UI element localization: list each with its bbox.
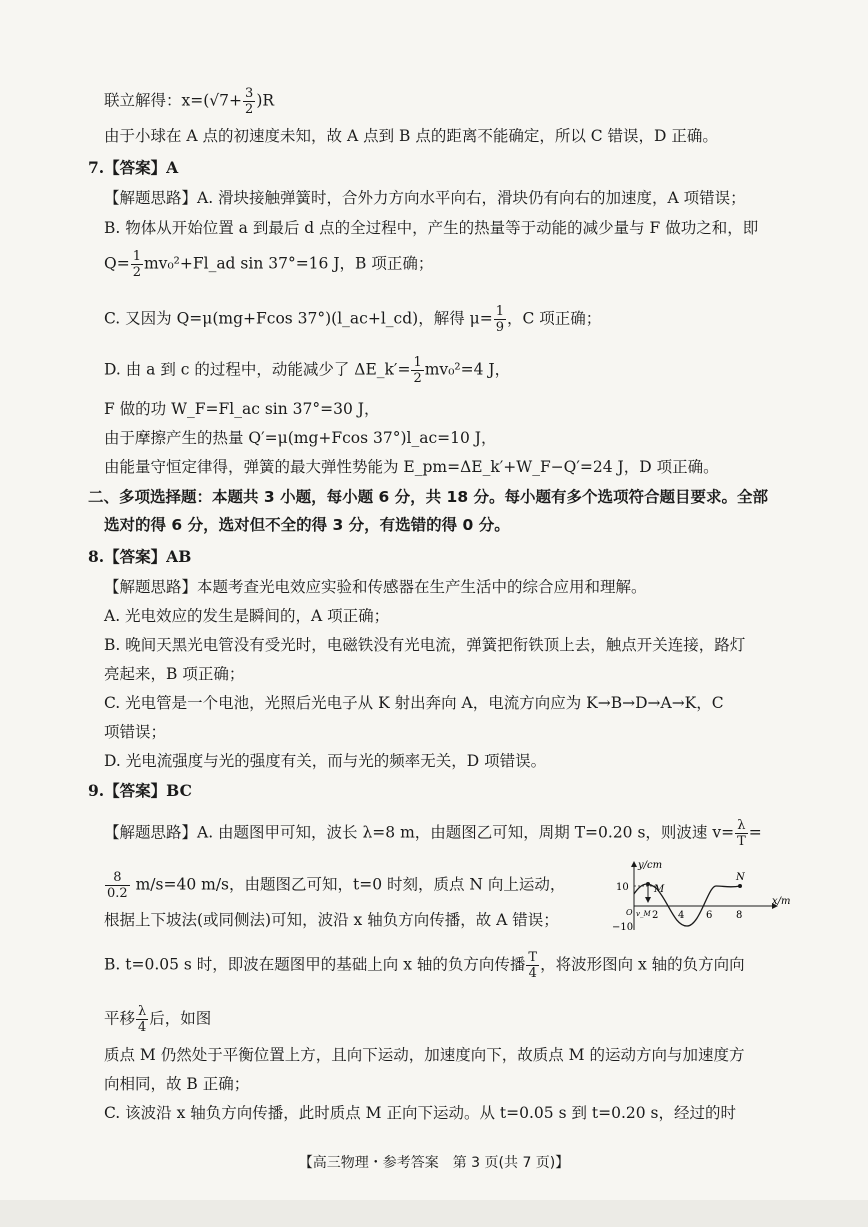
y-tick-top: 10 [616, 882, 629, 893]
frac-num: T [528, 950, 538, 965]
point-n-dot [738, 884, 742, 888]
y-tick-bottom: −10 [612, 922, 634, 933]
wave-curve [634, 884, 743, 926]
frac-den: 2 [413, 371, 422, 386]
q7-answer: 7.【答案】A [88, 158, 179, 177]
line-conclusion-6: 由于小球在 A 点的初速度未知，故 A 点到 B 点的距离不能确定，所以 C 错误，D 正确。 [104, 127, 718, 145]
q8-option-b-2: 亮起来，B 项正确； [104, 665, 245, 683]
frac-den: 4 [528, 966, 537, 981]
scan-edge [0, 1200, 868, 1227]
y-axis-label: y/cm [638, 860, 663, 871]
frac-num: 8 [105, 870, 130, 886]
frac-num: 1 [413, 355, 422, 370]
q8-answer: 8.【答案】AB [88, 547, 192, 566]
q7-option-d-4: 由能量守恒定律得，弹簧的最大弹性势能为 E_pm=ΔE_k′+W_F−Q′=24 J，D 项正确。 [104, 458, 719, 476]
frac-den: 2 [245, 102, 254, 117]
frac-den: 0.2 [107, 886, 128, 901]
x-axis-label: x/m [772, 896, 791, 907]
fraction-t-4 [526, 950, 539, 981]
q9-option-a-2 [104, 870, 565, 901]
text: 平移 [104, 1009, 136, 1028]
q8-option-c-2: 项错误； [104, 723, 167, 741]
text: C. 又因为 Q=μ(mg+Fcos 37°)(l_ac+l_cd)，解得 μ= [104, 309, 493, 328]
formula: )R [256, 91, 275, 110]
frac-num: λ [735, 818, 748, 834]
q8-option-c-1: C. 光电管是一个电池，光照后光电子从 K 射出奔向 A，电流方向应为 K→B→D→A→K，C [104, 694, 724, 712]
frac-den: 9 [495, 320, 504, 335]
text: = [748, 823, 762, 842]
text: Q= [104, 254, 130, 273]
q8-option-a: A. 光电效应的发生是瞬间的，A 项正确； [104, 607, 390, 625]
frac-den: 4 [138, 1020, 147, 1035]
formula: x=(√7+ [181, 91, 243, 110]
text: mv₀²=4 J， [424, 360, 511, 379]
point-m-label: M [654, 884, 665, 895]
frac-den: 2 [132, 265, 141, 280]
section-2-title-2: 选对的得 6 分，选对但不全的得 3 分，有选错的得 0 分。 [104, 516, 510, 534]
q9-option-b-3: 质点 M 仍然处于平衡位置上方，且向下运动，加速度向下，故质点 M 的运动方向与加速度方 [104, 1046, 745, 1064]
point-n-label: N [736, 872, 745, 883]
x-tick: 4 [678, 910, 685, 921]
q9-option-b-1 [104, 950, 745, 981]
q7-option-d-1 [104, 355, 510, 386]
wave-figure [612, 858, 802, 938]
q8-intro: 【解题思路】本题考查光电效应实验和传感器在生产生活中的综合应用和理解。 [104, 578, 647, 596]
q7-option-a: 【解题思路】A. 滑块接触弹簧时，合外力方向水平向右，滑块仍有向右的加速度，A 项错误； [104, 189, 746, 207]
text: 联立解得： [104, 91, 182, 110]
velocity-label: v_M [636, 910, 651, 918]
text: ，将波形图向 x 轴的负方向向 [540, 955, 745, 974]
q9-option-b-2 [104, 1004, 211, 1035]
q8-option-d: D. 光电流强度与光的强度有关，而与光的频率无关，D 项错误。 [104, 752, 547, 770]
point-m-dot [646, 882, 650, 886]
text: ，C 项正确； [506, 309, 602, 328]
fraction-ninth [494, 304, 506, 335]
x-tick: 6 [706, 910, 713, 921]
fraction-half [411, 355, 423, 386]
fraction-lambda-4 [136, 1004, 148, 1035]
q9-answer: 9.【答案】BC [88, 781, 192, 800]
x-tick: 8 [736, 910, 743, 921]
q9-option-c-1: C. 该波沿 x 轴负方向传播，此时质点 M 正向下运动。从 t=0.05 s 到 t=0.20 s，经过的时 [104, 1104, 736, 1122]
text: 后，如图 [149, 1009, 212, 1028]
frac-den: T [737, 834, 746, 849]
frac-num: 1 [132, 249, 141, 264]
origin-label: O [626, 908, 633, 917]
q7-option-c [104, 304, 601, 335]
frac-num: 3 [245, 86, 254, 101]
line-solve-x [104, 86, 274, 117]
text: mv₀²+Fl_ad sin 37°=16 J，B 项正确； [143, 254, 434, 273]
fraction-lambda-t [735, 818, 748, 849]
q9-option-b-4: 向相同，故 B 正确； [104, 1075, 250, 1093]
x-tick: 2 [652, 910, 659, 921]
frac-num: 1 [495, 304, 504, 319]
fraction-8-over-02 [105, 870, 130, 901]
q9-option-a-1 [104, 818, 762, 849]
text: B. t=0.05 s 时，即波在题图甲的基础上向 x 轴的负方向传播 [104, 955, 526, 974]
frac-num: λ [136, 1004, 148, 1020]
text: D. 由 a 到 c 的过程中，动能减少了 ΔE_k′= [104, 360, 411, 379]
q7-option-d-2: F 做的功 W_F=Fl_ac sin 37°=30 J， [104, 400, 380, 418]
q7-option-d-3: 由于摩擦产生的热量 Q′=μ(mg+Fcos 37°)l_ac=10 J， [104, 429, 497, 447]
fraction [243, 86, 255, 117]
text: 【解题思路】A. 由题图甲可知，波长 λ=8 m，由题图乙可知，周期 T=0.20 s，则波速 v= [104, 823, 735, 842]
q7-option-b-1: B. 物体从开始位置 a 到最后 d 点的全过程中，产生的热量等于动能的减少量与 F 做功之和，即 [104, 219, 759, 237]
text: m/s=40 m/s，由题图乙可知，t=0 时刻，质点 N 向上运动， [130, 875, 566, 894]
page-footer: 【高三物理・参考答案 第 3 页(共 7 页)】 [298, 1155, 570, 1171]
q7-option-b-2 [104, 249, 433, 280]
q9-option-a-3: 根据上下坡法(或同侧法)可知，波沿 x 轴负方向传播，故 A 错误； [104, 911, 559, 929]
fraction-half [131, 249, 143, 280]
q8-option-b-1: B. 晚间天黑光电管没有受光时，电磁铁没有光电流，弹簧把衔铁顶上去，触点开关连接，路灯 [104, 636, 746, 654]
section-2-title-1: 二、多项选择题：本题共 3 小题，每小题 6 分，共 18 分。每小题有多个选项符合题目要求。全部 [88, 488, 769, 506]
